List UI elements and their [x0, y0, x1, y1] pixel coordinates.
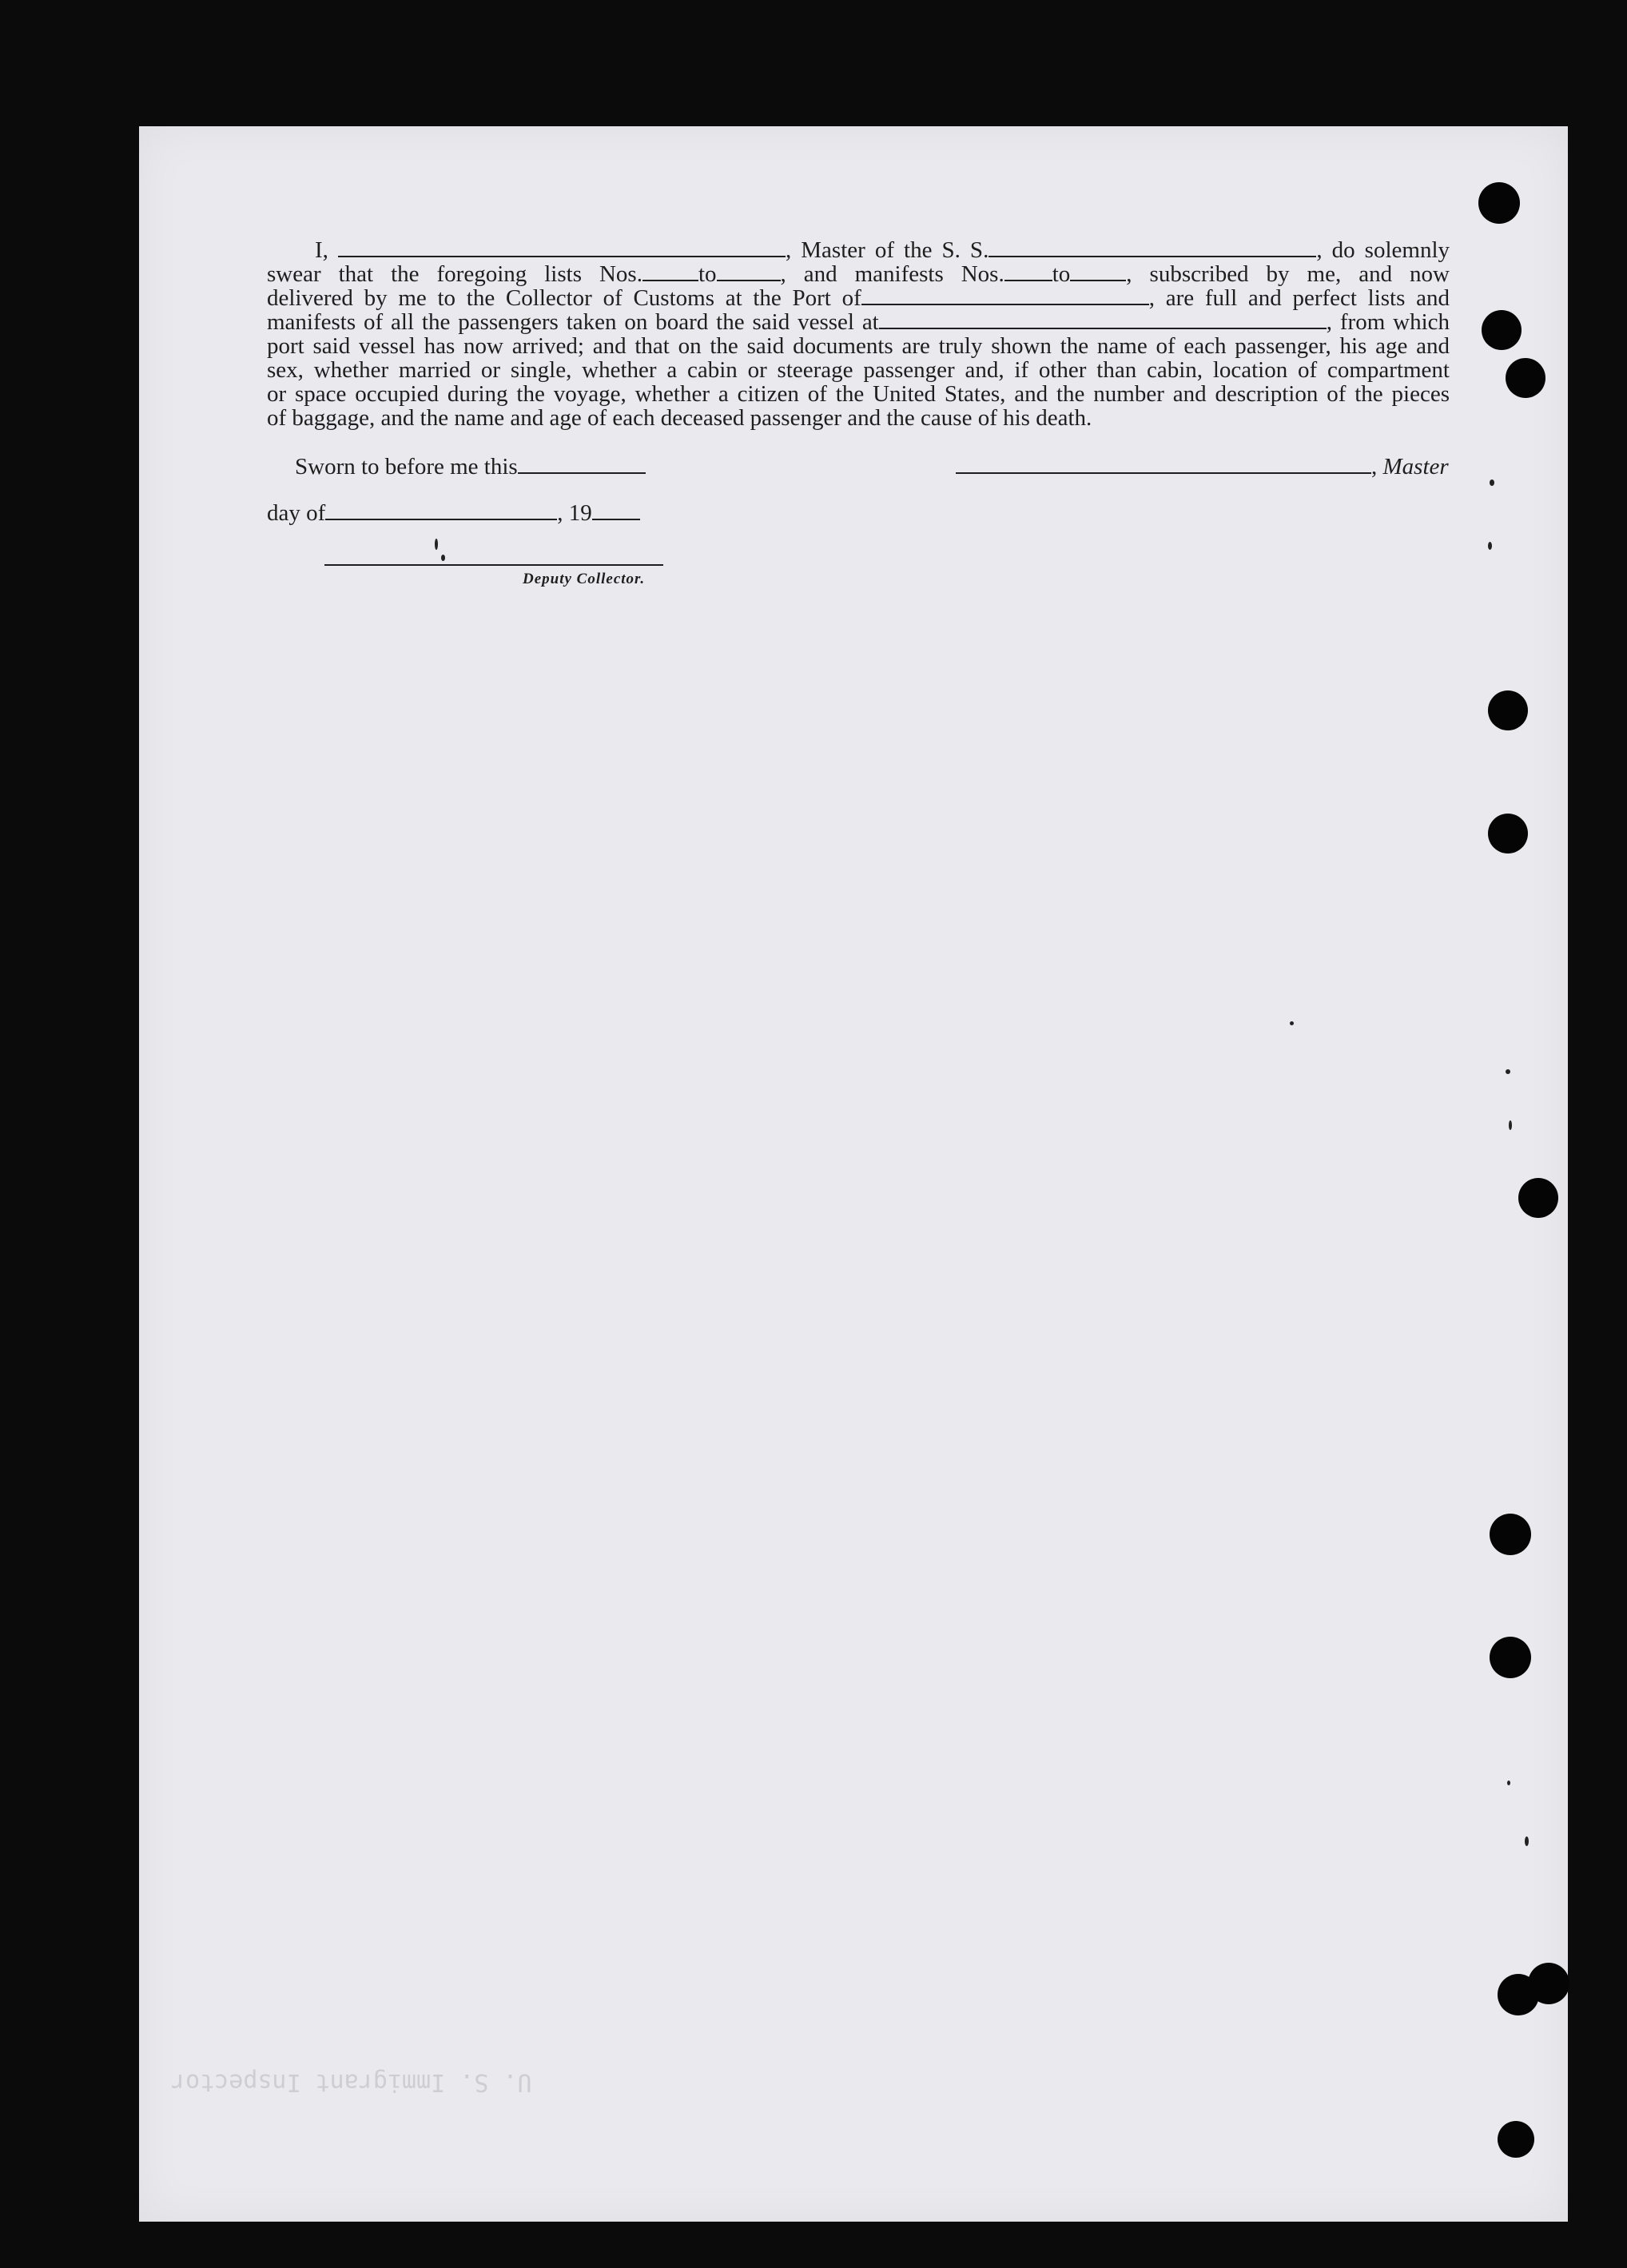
oath-solemnly-text: , do solemnly	[1316, 237, 1450, 263]
oath-paragraph	[267, 238, 1450, 430]
day-of-label: day of	[267, 500, 326, 526]
punch-hole	[1528, 1963, 1569, 2004]
year-blank	[592, 501, 640, 520]
punch-hole	[1506, 358, 1545, 398]
oath-line-8: of baggage, and the name and age of each deceased passenger and the cause of his death.	[267, 405, 1092, 431]
oath-line-5: port said vessel has now arrived; and that on the said documents are truly shown the name of each passenger, his age and	[267, 333, 1450, 359]
list-to-blank	[717, 262, 781, 281]
oath-subscribed-text: , subscribed by me, and now	[1126, 261, 1450, 287]
oath-line-2	[267, 262, 1450, 286]
speck	[1525, 1836, 1529, 1846]
oath-from-text: , from which	[1326, 309, 1450, 335]
faint-inspector-stamp: U. S. Immigrant Inspector	[171, 2068, 532, 2096]
punch-hole	[1498, 2121, 1534, 2158]
oath-line-3	[267, 286, 1450, 310]
speck	[1509, 1120, 1512, 1130]
master-label: Master	[1382, 454, 1449, 479]
manifest-back-page	[139, 126, 1568, 2222]
master-name-blank	[338, 238, 786, 257]
punch-hole	[1518, 1178, 1558, 1218]
oath-swear-text: swear that the foregoing lists Nos.	[267, 261, 642, 287]
manifest-to-blank	[1070, 262, 1126, 281]
speck	[1290, 1021, 1294, 1025]
punch-hole	[1488, 690, 1528, 730]
oath-master-text: , Master of the S. S.	[785, 237, 989, 263]
list-from-blank	[642, 262, 698, 281]
day-of-line	[267, 500, 640, 527]
oath-delivered-text: delivered by me to the Collector of Customs at the Port of	[267, 285, 861, 311]
punch-hole	[1490, 1637, 1531, 1678]
speck	[1488, 542, 1492, 550]
oath-board-text: manifests of all the passengers taken on board the said vessel at	[267, 309, 879, 335]
oath-manifests-text: , and manifests Nos.	[780, 261, 1004, 287]
oath-line-4	[267, 310, 1450, 334]
sworn-label: Sworn to before me this	[295, 454, 518, 479]
punch-hole	[1478, 182, 1520, 224]
punch-hole	[1488, 814, 1528, 853]
oath-line-7: or space occupied during the voyage, whether a citizen of the United States, and the number and description of the pieces	[267, 381, 1450, 407]
master-signature-blank	[956, 455, 1371, 474]
sworn-line	[295, 454, 646, 480]
oath-line-6: sex, whether married or single, whether a cabin or steerage passenger and, if other than cabin, location of compartment	[267, 357, 1450, 383]
speck	[1506, 1069, 1510, 1074]
sworn-date-blank	[518, 455, 646, 474]
month-blank	[325, 501, 557, 520]
punch-hole	[1482, 310, 1522, 350]
oath-i: I,	[315, 237, 328, 263]
deputy-signature-line	[324, 564, 663, 566]
punch-hole	[1490, 1514, 1531, 1555]
speck	[435, 539, 438, 550]
port-blank	[861, 286, 1149, 305]
speck	[441, 555, 445, 561]
speck	[1507, 1781, 1510, 1785]
year-prefix: , 19	[557, 500, 592, 526]
deputy-collector-label: Deputy Collector.	[523, 571, 646, 587]
oath-to-1: to	[698, 261, 717, 287]
ship-name-blank	[989, 238, 1316, 257]
departure-port-blank	[879, 310, 1327, 329]
manifest-from-blank	[1004, 262, 1052, 281]
oath-to-2: to	[1052, 261, 1071, 287]
oath-line-1	[267, 238, 1450, 262]
speck	[1490, 479, 1494, 486]
master-signature-line: , Master	[956, 454, 1449, 480]
oath-full-text: , are full and perfect lists and	[1148, 285, 1450, 311]
